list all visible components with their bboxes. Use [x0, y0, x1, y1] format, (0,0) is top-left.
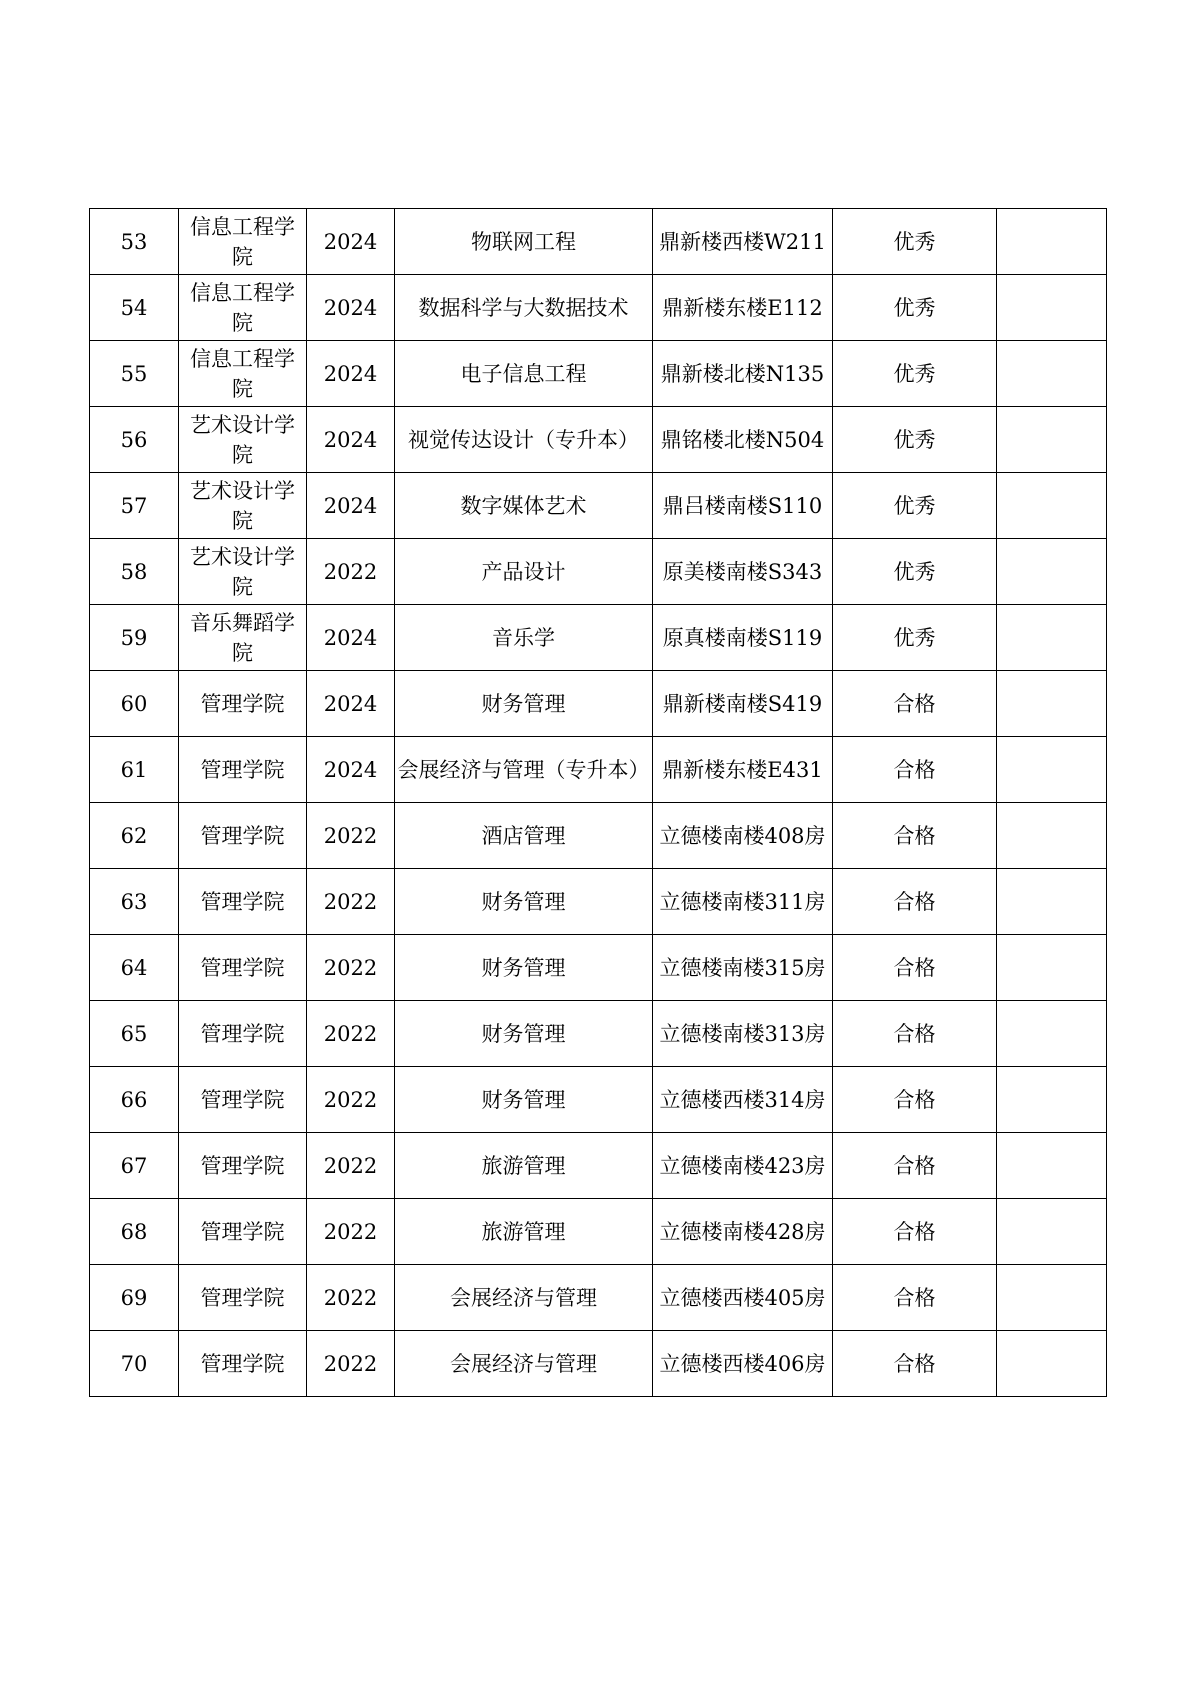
- table-row: [90, 605, 1107, 671]
- cell-room: 鼎吕楼南楼S110: [653, 473, 833, 539]
- cell-room: 立德楼南楼311房: [653, 869, 833, 935]
- cell-year: 2024: [307, 605, 395, 671]
- cell-note: [997, 209, 1107, 275]
- cell-year: 2024: [307, 341, 395, 407]
- cell-college: 管理学院: [179, 1199, 307, 1265]
- table-row: [90, 1265, 1107, 1331]
- cell-note: [997, 869, 1107, 935]
- cell-grade: 合格: [833, 803, 997, 869]
- cell-major: 旅游管理: [395, 1133, 653, 1199]
- cell-grade: 优秀: [833, 473, 997, 539]
- cell-major: 数据科学与大数据技术: [395, 275, 653, 341]
- table-row: [90, 407, 1107, 473]
- cell-no: 58: [90, 539, 179, 605]
- table-row: [90, 209, 1107, 275]
- cell-room: 原真楼南楼S119: [653, 605, 833, 671]
- cell-note: [997, 935, 1107, 1001]
- cell-year: 2024: [307, 671, 395, 737]
- cell-note: [997, 737, 1107, 803]
- cell-room: 原美楼南楼S343: [653, 539, 833, 605]
- cell-major: 视觉传达设计（专升本）: [395, 407, 653, 473]
- cell-no: 62: [90, 803, 179, 869]
- cell-major: 会展经济与管理: [395, 1331, 653, 1397]
- cell-note: [997, 803, 1107, 869]
- cell-grade: 合格: [833, 1331, 997, 1397]
- cell-grade: 合格: [833, 671, 997, 737]
- cell-note: [997, 275, 1107, 341]
- cell-grade: 优秀: [833, 605, 997, 671]
- cell-note: [997, 1133, 1107, 1199]
- table-row: [90, 1331, 1107, 1397]
- cell-no: 67: [90, 1133, 179, 1199]
- cell-grade: 优秀: [833, 539, 997, 605]
- cell-note: [997, 605, 1107, 671]
- cell-year: 2022: [307, 803, 395, 869]
- cell-no: 54: [90, 275, 179, 341]
- cell-grade: 合格: [833, 869, 997, 935]
- cell-note: [997, 407, 1107, 473]
- cell-no: 69: [90, 1265, 179, 1331]
- cell-college: 管理学院: [179, 803, 307, 869]
- cell-college: 管理学院: [179, 869, 307, 935]
- cell-college: 管理学院: [179, 1001, 307, 1067]
- cell-college: 音乐舞蹈学院: [179, 605, 307, 671]
- cell-year: 2022: [307, 539, 395, 605]
- cell-college: 管理学院: [179, 1133, 307, 1199]
- table-body: [90, 209, 1107, 1397]
- cell-grade: 合格: [833, 737, 997, 803]
- cell-major: 会展经济与管理（专升本）: [395, 737, 653, 803]
- cell-year: 2022: [307, 1331, 395, 1397]
- cell-college: 信息工程学院: [179, 275, 307, 341]
- cell-no: 60: [90, 671, 179, 737]
- cell-grade: 合格: [833, 1199, 997, 1265]
- cell-no: 55: [90, 341, 179, 407]
- table-row: [90, 935, 1107, 1001]
- cell-grade: 合格: [833, 1067, 997, 1133]
- cell-major: 音乐学: [395, 605, 653, 671]
- table-row: [90, 1001, 1107, 1067]
- cell-room: 立德楼南楼315房: [653, 935, 833, 1001]
- cell-major: 电子信息工程: [395, 341, 653, 407]
- cell-year: 2022: [307, 1265, 395, 1331]
- cell-major: 财务管理: [395, 869, 653, 935]
- table-row: [90, 671, 1107, 737]
- cell-year: 2024: [307, 275, 395, 341]
- table-row: [90, 341, 1107, 407]
- cell-year: 2022: [307, 1067, 395, 1133]
- cell-note: [997, 1001, 1107, 1067]
- cell-grade: 优秀: [833, 275, 997, 341]
- cell-note: [997, 1265, 1107, 1331]
- table-row: [90, 737, 1107, 803]
- cell-room: 立德楼西楼405房: [653, 1265, 833, 1331]
- cell-college: 管理学院: [179, 1067, 307, 1133]
- cell-major: 财务管理: [395, 1067, 653, 1133]
- cell-major: 财务管理: [395, 1001, 653, 1067]
- cell-major: 会展经济与管理: [395, 1265, 653, 1331]
- cell-room: 鼎新楼东楼E431: [653, 737, 833, 803]
- cell-grade: 优秀: [833, 209, 997, 275]
- cell-college: 管理学院: [179, 737, 307, 803]
- cell-major: 旅游管理: [395, 1199, 653, 1265]
- cell-note: [997, 539, 1107, 605]
- cell-note: [997, 1331, 1107, 1397]
- cell-room: 立德楼南楼313房: [653, 1001, 833, 1067]
- cell-no: 57: [90, 473, 179, 539]
- cell-college: 管理学院: [179, 671, 307, 737]
- cell-major: 物联网工程: [395, 209, 653, 275]
- cell-year: 2024: [307, 473, 395, 539]
- table-row: [90, 473, 1107, 539]
- cell-grade: 优秀: [833, 341, 997, 407]
- cell-room: 鼎新楼东楼E112: [653, 275, 833, 341]
- cell-note: [997, 1067, 1107, 1133]
- cell-year: 2024: [307, 209, 395, 275]
- cell-grade: 合格: [833, 1265, 997, 1331]
- cell-no: 66: [90, 1067, 179, 1133]
- cell-college: 艺术设计学院: [179, 407, 307, 473]
- cell-room: 立德楼南楼428房: [653, 1199, 833, 1265]
- cell-no: 68: [90, 1199, 179, 1265]
- cell-college: 信息工程学院: [179, 209, 307, 275]
- cell-no: 63: [90, 869, 179, 935]
- cell-room: 立德楼南楼423房: [653, 1133, 833, 1199]
- cell-no: 64: [90, 935, 179, 1001]
- table-row: [90, 1067, 1107, 1133]
- cell-note: [997, 341, 1107, 407]
- cell-major: 数字媒体艺术: [395, 473, 653, 539]
- cell-room: 鼎新楼西楼W211: [653, 209, 833, 275]
- cell-college: 管理学院: [179, 935, 307, 1001]
- cell-year: 2022: [307, 1199, 395, 1265]
- table-row: [90, 275, 1107, 341]
- cell-room: 立德楼西楼406房: [653, 1331, 833, 1397]
- table-row: [90, 803, 1107, 869]
- cell-college: 管理学院: [179, 1265, 307, 1331]
- cell-major: 产品设计: [395, 539, 653, 605]
- cell-grade: 合格: [833, 935, 997, 1001]
- cell-college: 艺术设计学院: [179, 473, 307, 539]
- cell-grade: 合格: [833, 1001, 997, 1067]
- cell-major: 财务管理: [395, 935, 653, 1001]
- dormitory-evaluation-table: [89, 208, 1107, 1397]
- cell-grade: 合格: [833, 1133, 997, 1199]
- cell-note: [997, 671, 1107, 737]
- cell-room: 鼎新楼南楼S419: [653, 671, 833, 737]
- table-row: [90, 1199, 1107, 1265]
- cell-note: [997, 473, 1107, 539]
- cell-no: 53: [90, 209, 179, 275]
- cell-room: 立德楼西楼314房: [653, 1067, 833, 1133]
- table-row: [90, 1133, 1107, 1199]
- cell-year: 2022: [307, 935, 395, 1001]
- cell-year: 2024: [307, 407, 395, 473]
- cell-note: [997, 1199, 1107, 1265]
- cell-room: 立德楼南楼408房: [653, 803, 833, 869]
- table-row: [90, 539, 1107, 605]
- cell-no: 65: [90, 1001, 179, 1067]
- cell-no: 56: [90, 407, 179, 473]
- cell-year: 2022: [307, 869, 395, 935]
- cell-room: 鼎新楼北楼N135: [653, 341, 833, 407]
- cell-no: 59: [90, 605, 179, 671]
- cell-college: 信息工程学院: [179, 341, 307, 407]
- cell-major: 酒店管理: [395, 803, 653, 869]
- cell-college: 管理学院: [179, 1331, 307, 1397]
- cell-major: 财务管理: [395, 671, 653, 737]
- cell-year: 2022: [307, 1133, 395, 1199]
- cell-room: 鼎铭楼北楼N504: [653, 407, 833, 473]
- cell-college: 艺术设计学院: [179, 539, 307, 605]
- table-row: [90, 869, 1107, 935]
- cell-year: 2024: [307, 737, 395, 803]
- cell-no: 70: [90, 1331, 179, 1397]
- cell-grade: 优秀: [833, 407, 997, 473]
- cell-year: 2022: [307, 1001, 395, 1067]
- cell-no: 61: [90, 737, 179, 803]
